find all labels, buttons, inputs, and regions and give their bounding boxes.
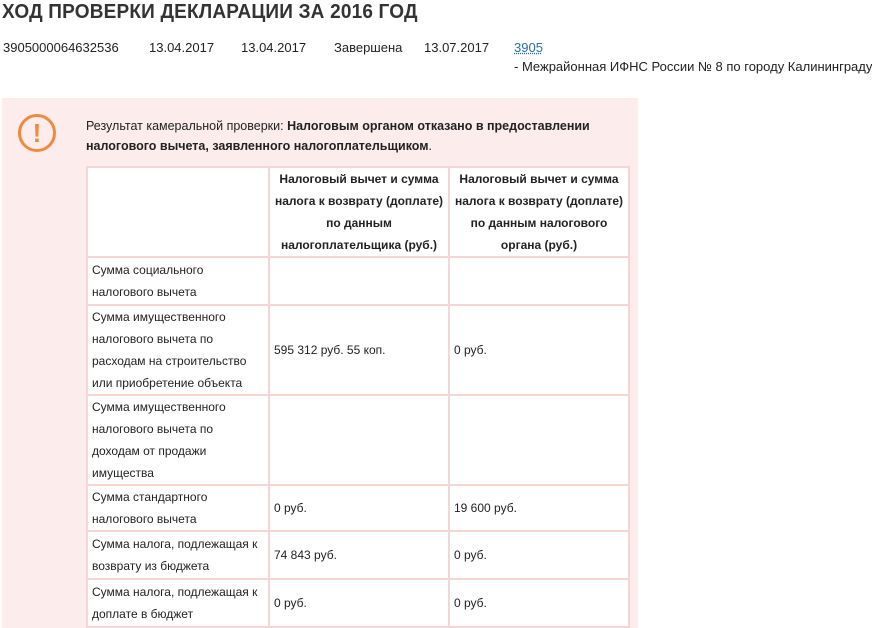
- row-label: Сумма налога, подлежащая к возврату из бюджета: [87, 531, 269, 579]
- deductions-table: [86, 166, 630, 628]
- completion-date: 13.07.2017: [424, 40, 490, 55]
- table-header-row: [87, 167, 629, 257]
- taxpayer-value: 0 руб.: [269, 485, 449, 531]
- authority-value: 19 600 руб.: [449, 485, 629, 531]
- authority-value: 0 руб.: [449, 531, 629, 579]
- exclamation-circle-icon: !: [18, 114, 56, 152]
- result-suffix: .: [428, 139, 433, 153]
- result-panel: [2, 98, 638, 628]
- result-label: Результат камеральной проверки:: [86, 119, 288, 133]
- result-value: Налоговым органом отказано в предоставлении налогового вычета, заявленного налогоплательщиком: [86, 119, 590, 153]
- inspection-name: - Межрайонная ИФНС России № 8 по городу Калининграду: [514, 59, 872, 74]
- header-empty: [87, 167, 269, 257]
- row-label: Сумма налога, подлежащая к доплате в бюджет: [87, 579, 269, 627]
- taxpayer-value: [269, 257, 449, 305]
- taxpayer-value: [269, 395, 449, 485]
- table-row: [87, 257, 629, 305]
- inspection-code-link[interactable]: 3905: [514, 40, 543, 55]
- result-message: [86, 116, 606, 156]
- taxpayer-value: 595 312 руб. 55 коп.: [269, 305, 449, 395]
- inspection-info: [514, 38, 872, 76]
- table-row: [87, 305, 629, 395]
- header-authority: Налоговый вычет и сумма налога к возврату (доплате) по данным налогового органа (руб.): [449, 167, 629, 257]
- authority-value: [449, 257, 629, 305]
- taxpayer-value: 0 руб.: [269, 579, 449, 627]
- row-label: Сумма социального налогового вычета: [87, 257, 269, 305]
- authority-value: [449, 395, 629, 485]
- submission-date: 13.04.2017: [149, 40, 215, 55]
- row-label: Сумма имущественного налогового вычета по доходам от продажи имущества: [87, 395, 269, 485]
- table-row: [87, 395, 629, 485]
- taxpayer-value: 74 843 руб.: [269, 531, 449, 579]
- row-label: Сумма имущественного налогового вычета по расходам на строительство или приобретение объекта: [87, 305, 269, 395]
- start-date: 13.04.2017: [241, 40, 307, 55]
- table-row: [87, 579, 629, 627]
- authority-value: 0 руб.: [449, 305, 629, 395]
- table-row: [87, 485, 629, 531]
- table-row: [87, 531, 629, 579]
- status-text: Завершена: [334, 40, 403, 55]
- page-title: ХОД ПРОВЕРКИ ДЕКЛАРАЦИИ ЗА 2016 ГОД: [2, 1, 418, 23]
- authority-value: 0 руб.: [449, 579, 629, 627]
- declaration-info-row: [0, 38, 872, 98]
- row-label: Сумма стандартного налогового вычета: [87, 485, 269, 531]
- header-taxpayer: Налоговый вычет и сумма налога к возврату (доплате) по данным налогоплательщика (руб.): [269, 167, 449, 257]
- declaration-number: 3905000064632536: [3, 40, 119, 55]
